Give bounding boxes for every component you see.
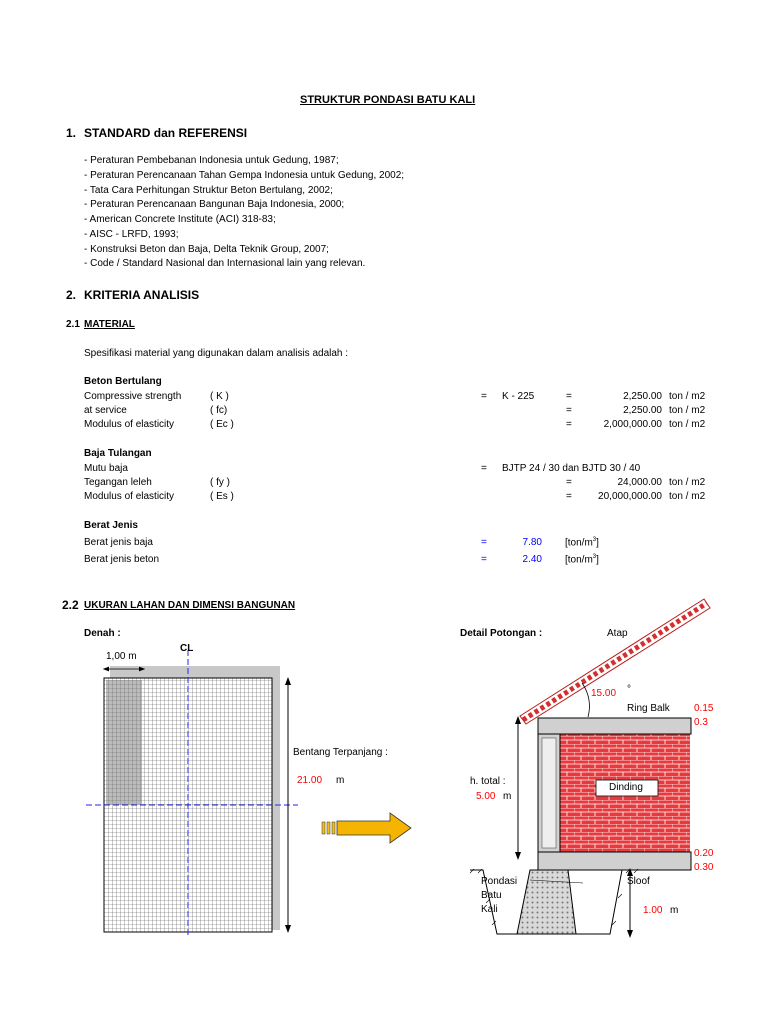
- roof-angle-unit: °: [627, 684, 631, 695]
- ukuran-number: 2.2: [62, 598, 79, 612]
- beton-value: 2,000,000.00: [603, 419, 662, 430]
- plan-strip: [106, 680, 142, 805]
- list-item: - Code / Standard Nasional dan Internasional lain yang relevan.: [84, 258, 366, 269]
- unit: ton / m2: [669, 391, 706, 402]
- atap-label: Atap: [607, 628, 628, 639]
- baja-label: Mutu baja: [84, 463, 128, 474]
- beton-label: at service: [84, 405, 127, 416]
- span-value: 21.00: [297, 775, 323, 786]
- span-unit: m: [336, 775, 345, 786]
- beton-label: Modulus of elasticity: [84, 419, 175, 430]
- material-intro: Spesifikasi material yang digunakan dalam analisis adalah :: [84, 348, 349, 359]
- beton-symbol: ( fc): [210, 405, 228, 416]
- height-label: h. total :: [470, 776, 506, 787]
- baja-symbol: ( fy ): [210, 477, 230, 488]
- baja-value: 20,000,000.00: [598, 491, 662, 502]
- material-heading: MATERIAL: [84, 319, 135, 330]
- equals: =: [566, 477, 572, 488]
- baja-grade: BJTP 24 / 30 dan BJTD 30 / 40: [502, 463, 641, 474]
- sloof-bottom-value: 0.30: [694, 862, 714, 873]
- equals: =: [566, 419, 572, 430]
- berat-value: 2.40: [522, 554, 542, 565]
- unit: ton / m2: [669, 405, 706, 416]
- ring-balk-label: Ring Balk: [627, 703, 670, 714]
- baja-label: Modulus of elasticity: [84, 491, 175, 502]
- beton-symbol: ( Ec ): [210, 419, 234, 430]
- equals: =: [481, 463, 487, 474]
- unit: ton / m2: [669, 477, 706, 488]
- berat-heading: Berat Jenis: [84, 520, 138, 531]
- equals: =: [481, 537, 487, 548]
- section-2-number: 2.: [66, 288, 77, 302]
- stone-foundation: [517, 870, 576, 934]
- material-number: 2.1: [66, 319, 80, 330]
- section-2-heading: KRITERIA ANALISIS: [84, 288, 200, 302]
- equals: =: [481, 554, 487, 565]
- beton-value: 2,250.00: [623, 405, 662, 416]
- detail-label: Detail Potongan :: [460, 628, 543, 639]
- baja-value: 24,000.00: [617, 477, 662, 488]
- list-item: - AISC - LRFD, 1993;: [84, 229, 179, 240]
- depth-value: 1.00: [643, 905, 663, 916]
- pondasi-label: Batu: [481, 890, 502, 901]
- list-item: - Peraturan Pembebanan Indonesia untuk Gedung, 1987;: [84, 155, 339, 166]
- berat-label: Berat jenis beton: [84, 554, 160, 565]
- pondasi-label: Pondasi: [481, 876, 518, 887]
- unit: $[ton/m^3]$: [565, 537, 599, 549]
- section-1-heading: STANDARD dan REFERENSI: [84, 126, 248, 140]
- section-1-number: 1.: [66, 126, 77, 140]
- page-title: STRUKTUR PONDASI BATU KALI: [300, 94, 476, 106]
- list-item: - Tata Cara Perhitungan Struktur Beton Bertulang, 2002;: [84, 185, 333, 196]
- unit: ton / m2: [669, 419, 706, 430]
- equals: =: [566, 405, 572, 416]
- centerline-label: CL: [180, 643, 194, 654]
- list-item: - American Concrete Institute (ACI) 318-83;: [84, 214, 276, 225]
- beton-symbol: ( K ): [210, 391, 229, 402]
- pondasi-label: Kali: [481, 904, 498, 915]
- ring-balk-top: 0.15: [694, 703, 714, 714]
- equals: =: [566, 391, 572, 402]
- baja-symbol: ( Es ): [210, 491, 234, 502]
- beton-value: 2,250.00: [623, 391, 662, 402]
- ring-balk: [538, 718, 691, 734]
- berat-label: Berat jenis baja: [84, 537, 153, 548]
- ring-balk-bottom: 0.3: [694, 717, 708, 728]
- list-item: - Peraturan Perencanaan Bangunan Baja Indonesia, 2000;: [84, 199, 345, 210]
- sloof-top-value: 0.20: [694, 848, 714, 859]
- unit: ton / m2: [669, 491, 706, 502]
- width-label: 1,00 m: [106, 651, 137, 662]
- sloof-label: Sloof: [627, 876, 650, 887]
- equals: =: [481, 391, 487, 402]
- depth-unit: m: [670, 905, 679, 916]
- list-item: - Peraturan Perencanaan Tahan Gempa Indonesia untuk Gedung, 2002;: [84, 170, 405, 181]
- height-unit: m: [503, 791, 512, 802]
- sloof-beam: [538, 852, 691, 870]
- roof-angle-value: 15.00: [591, 688, 617, 699]
- span-label: Bentang Terpanjang :: [293, 747, 388, 758]
- berat-value: 7.80: [522, 537, 542, 548]
- beton-label: Compressive strength: [84, 391, 182, 402]
- list-item: - Konstruksi Beton dan Baja, Delta Teknik Group, 2007;: [84, 244, 329, 255]
- beton-heading: Beton Bertulang: [84, 376, 162, 387]
- equals: =: [566, 491, 572, 502]
- baja-label: Tegangan leleh: [84, 477, 152, 488]
- dinding-label: Dinding: [609, 782, 643, 793]
- beton-grade: K - 225: [502, 391, 535, 402]
- transition-arrow: [322, 813, 411, 843]
- unit: $[ton/m^3]$: [565, 554, 599, 566]
- baja-heading: Baja Tulangan: [84, 448, 152, 459]
- height-value: 5.00: [476, 791, 496, 802]
- denah-label: Denah :: [84, 628, 121, 639]
- ukuran-heading: UKURAN LAHAN DAN DIMENSI BANGUNAN: [84, 600, 296, 611]
